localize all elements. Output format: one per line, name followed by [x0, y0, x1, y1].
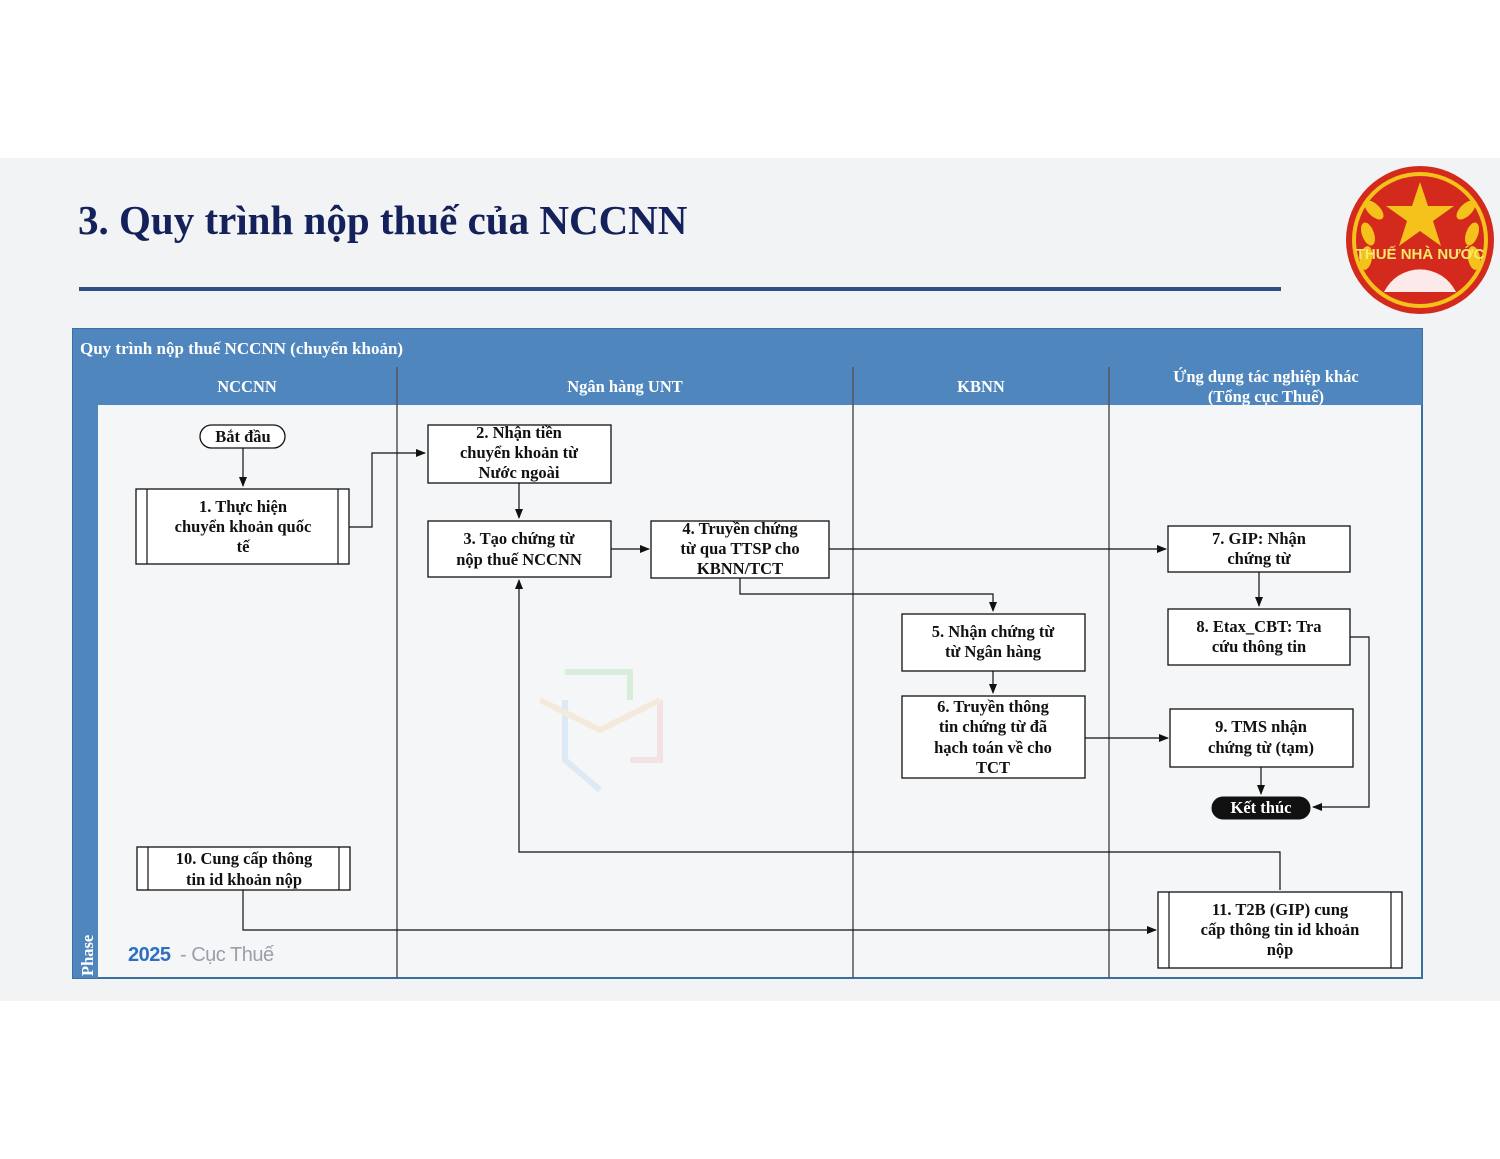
svg-text:1. Thực hiện: 1. Thực hiện	[199, 497, 287, 516]
svg-text:cứu thông tin: cứu thông tin	[1211, 637, 1307, 656]
step-7-gip-receive	[1168, 526, 1350, 572]
svg-text:THUẾ NHÀ NƯỚC: THUẾ NHÀ NƯỚC	[1355, 246, 1485, 263]
svg-text:11. T2B (GIP) cung: 11. T2B (GIP) cung	[1211, 900, 1349, 919]
step-8-etax-lookup	[1168, 609, 1350, 665]
svg-text:2. Nhận tiền: 2. Nhận tiền	[476, 423, 562, 442]
svg-text:6. Truyền thông: 6. Truyền thông	[937, 697, 1049, 716]
svg-text:từ qua TTSP cho: từ qua TTSP cho	[680, 539, 800, 558]
footer-brand: - Cục Thuế	[180, 944, 274, 966]
svg-text:KBNN/TCT: KBNN/TCT	[696, 559, 784, 578]
svg-text:chuyển khoản từ: chuyển khoản từ	[459, 443, 579, 462]
svg-text:chứng từ (tạm): chứng từ (tạm)	[1208, 738, 1314, 757]
step-2-receive-transfer	[428, 423, 611, 483]
step-4-transmit-voucher	[651, 519, 829, 578]
svg-text:từ Ngân hàng: từ Ngân hàng	[944, 642, 1042, 661]
step-11-t2b-provide-info	[1158, 892, 1402, 968]
end-node	[1212, 797, 1310, 819]
start-node	[200, 425, 285, 448]
svg-text:4. Truyền chứng: 4. Truyền chứng	[682, 519, 798, 538]
lane-header-apps-line2: (Tổng cục Thuế)	[1207, 387, 1325, 406]
step-6-transmit-to-tct	[902, 696, 1085, 778]
lane-header-kbnn: KBNN	[957, 377, 1005, 396]
pool-title: Quy trình nộp thuế NCCNN (chuyển khoản)	[80, 339, 404, 358]
svg-text:Bắt đầu: Bắt đầu	[215, 427, 271, 446]
page-title: 3. Quy trình nộp thuế của NCCNN	[78, 197, 688, 243]
svg-text:chứng từ: chứng từ	[1227, 549, 1291, 568]
phase-column	[73, 367, 98, 978]
svg-text:9. TMS nhận: 9. TMS nhận	[1215, 717, 1307, 736]
svg-text:5. Nhận chứng từ: 5. Nhận chứng từ	[931, 622, 1055, 641]
lane-header-bank: Ngân hàng UNT	[567, 377, 683, 396]
svg-text:nộp thuế NCCNN: nộp thuế NCCNN	[456, 550, 582, 569]
svg-text:hạch toán về cho: hạch toán về cho	[934, 738, 1052, 757]
step-5-receive-voucher	[902, 614, 1085, 671]
step-1-international-transfer	[136, 489, 349, 564]
step-3-create-voucher	[428, 521, 611, 577]
svg-text:10. Cung cấp thông: 10. Cung cấp thông	[175, 849, 313, 868]
svg-text:8. Etax_CBT: Tra: 8. Etax_CBT: Tra	[1196, 617, 1322, 636]
svg-text:7. GIP: Nhận: 7. GIP: Nhận	[1212, 529, 1306, 548]
step-9-tms-receive	[1170, 709, 1353, 767]
svg-text:cấp thông tin id khoản: cấp thông tin id khoản	[1200, 920, 1360, 939]
phase-label: Phase	[78, 934, 97, 976]
svg-text:tin id khoản nộp: tin id khoản nộp	[185, 870, 303, 889]
step-10-provide-payment-id	[137, 847, 350, 890]
footer-year: 2025	[128, 944, 171, 966]
svg-text:nộp: nộp	[1266, 940, 1294, 959]
lane-header-nccnn: NCCNN	[217, 377, 277, 396]
svg-text:3. Tạo chứng từ: 3. Tạo chứng từ	[463, 529, 575, 548]
svg-text:tin chứng từ đã: tin chứng từ đã	[938, 717, 1048, 736]
svg-text:TCT: TCT	[976, 758, 1010, 777]
svg-text:chuyển khoản quốc: chuyển khoản quốc	[174, 517, 312, 536]
svg-text:tế: tế	[236, 537, 250, 556]
lane-header-apps-line1: Ứng dụng tác nghiệp khác	[1173, 367, 1359, 386]
svg-text:Nước ngoài: Nước ngoài	[478, 463, 560, 482]
svg-text:Kết thúc: Kết thúc	[1230, 798, 1292, 817]
